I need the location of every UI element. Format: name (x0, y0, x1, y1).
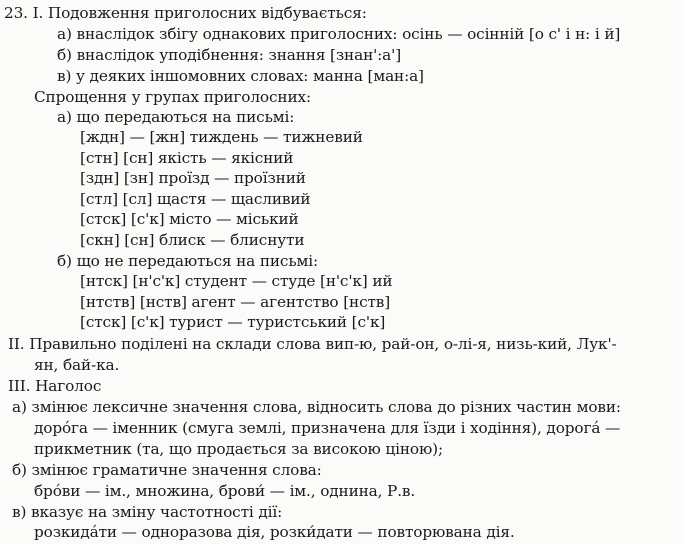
text-line: а) внаслідок збігу однакових приголосних: осінь — осінній [о с' і н: і й] (57, 25, 621, 43)
text-line: б) змінює граматичне значення слова: (12, 461, 322, 479)
example-line: [стл] [сл] щастя — щасливий (80, 190, 311, 208)
example-line: [стск] [с'к] місто — міський (80, 210, 299, 228)
section-heading: Спрощення у групах приголосних: (34, 88, 311, 106)
text-line: а) змінює лексичне значення слова, відносить слова до різних частин мови: (12, 398, 621, 416)
example-line: [здн] [зн] проїзд — проїзний (80, 169, 306, 187)
example-line: [нтск] [н'с'к] студент — студе [н'с'к] ий (80, 272, 393, 290)
text-line: розкидáти — одноразова дія, розки́дати — повторювана дія. (34, 523, 515, 541)
example-line: [ждн] — [жн] тиждень — тижневий (80, 128, 363, 146)
section-heading: II. Правильно поділені на склади слова вип-ю, рай-он, о-лі-я, низь-кий, Лук'- (8, 335, 617, 353)
text-line: в) у деяких іншомовних словах: манна [ман:а] (57, 67, 424, 85)
example-line: [стск] [с'к] турист — туристський [с'к] (80, 313, 386, 331)
exercise-heading: 23. I. Подовження приголосних відбувається: (4, 4, 367, 22)
text-line: б) що не передаються на письмі: (57, 252, 319, 270)
text-line: в) вказує на зміну частотності дії: (12, 503, 283, 521)
text-line: ян, бай-ка. (34, 356, 120, 374)
example-line: [скн] [сн] блиск — блиснути (80, 231, 305, 249)
example-line: [стн] [сн] якість — якісний (80, 149, 294, 167)
example-line: [нтств] [нств] агент — агентство [нств] (80, 293, 391, 311)
text-line: прикметник (та, що продається за високою ціною); (34, 440, 443, 458)
text-line: брóви — ім., множина, брови́ — ім., однина, Р.в. (34, 482, 416, 500)
text-line: дорóга — іменник (смуга землі, призначена для їзди і ходіння), дорогá — (34, 419, 621, 437)
text-line: б) внаслідок уподібнення: знання [знан':а'] (57, 46, 402, 64)
text-line: а) що передаються на письмі: (57, 108, 295, 126)
section-heading: III. Наголос (8, 377, 102, 395)
